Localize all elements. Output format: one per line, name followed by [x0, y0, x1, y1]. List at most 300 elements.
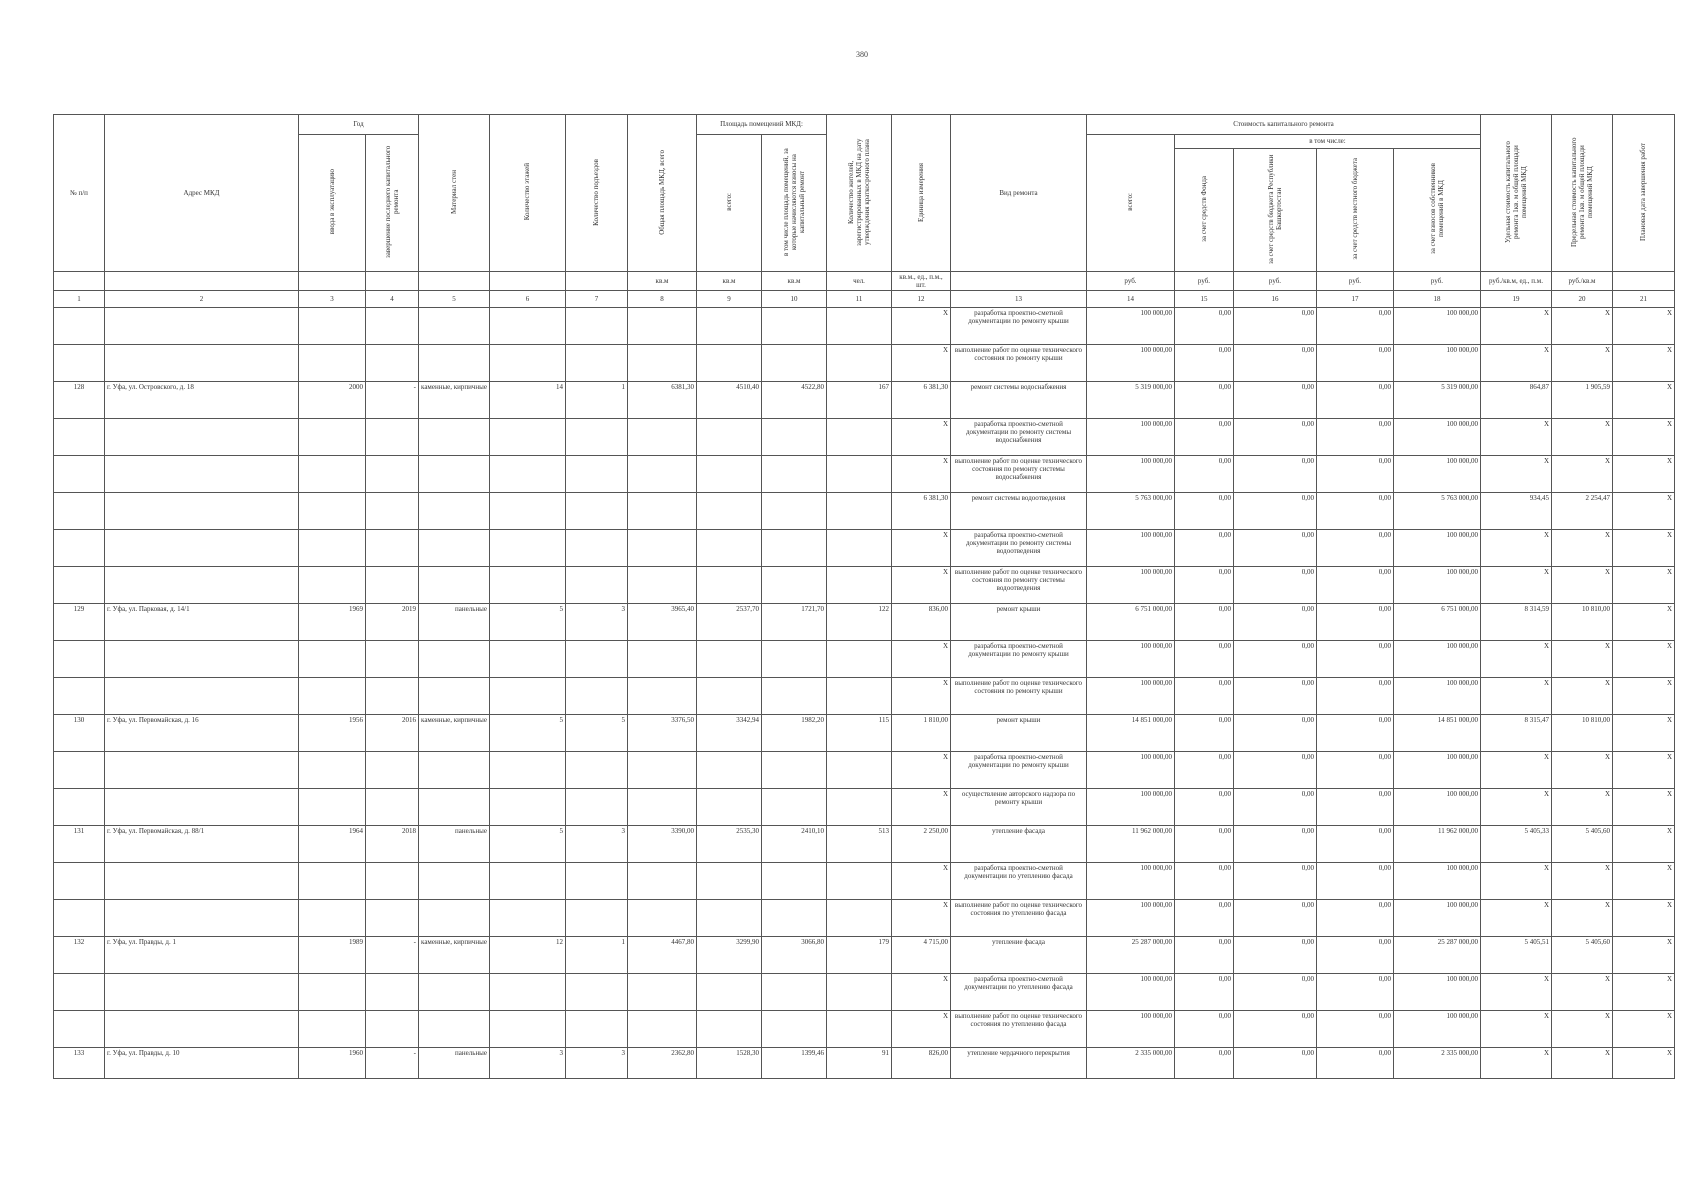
cell-mat	[419, 974, 490, 1011]
cell-pf	[762, 419, 827, 456]
cell-c20: X	[1552, 641, 1613, 678]
cell-n	[54, 456, 105, 493]
cell-work: выполнение работ по оценке технического состояния по ремонту системы водоотведения	[951, 567, 1087, 604]
table-row	[54, 604, 1675, 641]
column-number-cell: 5	[419, 291, 490, 308]
cell-n: 130	[54, 715, 105, 752]
cell-res	[827, 974, 892, 1011]
cell-fl: 5	[490, 826, 566, 863]
capital-repair-table	[53, 114, 1675, 1079]
column-number-cell: 19	[1481, 291, 1552, 308]
cell-fl	[490, 789, 566, 826]
cell-c21: X	[1613, 456, 1675, 493]
cell-c20: 2 254,47	[1552, 493, 1613, 530]
cell-work: выполнение работ по оценке технического состояния по ремонту крыши	[951, 678, 1087, 715]
cell-c18: 100 000,00	[1394, 900, 1481, 937]
column-number-cell: 21	[1613, 291, 1675, 308]
cell-c16: 0,00	[1234, 493, 1317, 530]
cell-pf	[762, 678, 827, 715]
unit-cell: руб.	[1234, 272, 1317, 291]
table-row	[54, 715, 1675, 752]
header-address: Адрес МКД	[105, 115, 299, 272]
column-number-cell: 1	[54, 291, 105, 308]
cell-c19: X	[1481, 641, 1552, 678]
cell-mat	[419, 1011, 490, 1048]
cell-c18: 100 000,00	[1394, 789, 1481, 826]
cell-en	[566, 789, 628, 826]
cell-y1	[299, 678, 366, 715]
cell-c16: 0,00	[1234, 678, 1317, 715]
cell-pt: 2535,30	[697, 826, 762, 863]
header-year-commission: ввода в эксплуатацию	[299, 135, 366, 272]
cell-c18: 100 000,00	[1394, 974, 1481, 1011]
cell-pf	[762, 345, 827, 382]
cell-fl: 14	[490, 382, 566, 419]
table-row	[54, 937, 1675, 974]
cell-c18: 100 000,00	[1394, 641, 1481, 678]
cell-en: 1	[566, 382, 628, 419]
cell-c17: 0,00	[1317, 900, 1394, 937]
cell-ar	[628, 641, 697, 678]
cell-y2: -	[366, 937, 419, 974]
cell-ar	[628, 345, 697, 382]
cell-work: ремонт крыши	[951, 715, 1087, 752]
cell-c19: 864,87	[1481, 382, 1552, 419]
unit-cell: кв.м., ед., п.м., шт.	[892, 272, 951, 291]
cell-res: 513	[827, 826, 892, 863]
cell-y1	[299, 530, 366, 567]
cell-n	[54, 863, 105, 900]
cell-work: разработка проектно-сметной документации по утеплению фасада	[951, 863, 1087, 900]
cell-c21: X	[1613, 974, 1675, 1011]
cell-unit: X	[892, 456, 951, 493]
cell-c21: X	[1613, 937, 1675, 974]
cell-pt	[697, 752, 762, 789]
column-number-cell: 2	[105, 291, 299, 308]
column-number-cell: 8	[628, 291, 697, 308]
cell-addr	[105, 456, 299, 493]
cell-c18: 14 851 000,00	[1394, 715, 1481, 752]
cell-y2	[366, 900, 419, 937]
cell-en: 3	[566, 1048, 628, 1079]
cell-c18: 100 000,00	[1394, 456, 1481, 493]
cell-pf	[762, 789, 827, 826]
cell-n: 129	[54, 604, 105, 641]
cell-c21: X	[1613, 641, 1675, 678]
cell-n	[54, 345, 105, 382]
cell-addr	[105, 641, 299, 678]
unit-cell	[490, 272, 566, 291]
cell-c17: 0,00	[1317, 308, 1394, 345]
cell-fl	[490, 419, 566, 456]
table-row	[54, 826, 1675, 863]
cell-c14: 2 335 000,00	[1087, 1048, 1175, 1079]
cell-c21: X	[1613, 345, 1675, 382]
cell-mat	[419, 345, 490, 382]
unit-cell: руб./кв.м, ед., п.м.	[1481, 272, 1552, 291]
cell-unit: 4 715,00	[892, 937, 951, 974]
cell-c17: 0,00	[1317, 530, 1394, 567]
column-number-cell: 12	[892, 291, 951, 308]
cell-c18: 5 763 000,00	[1394, 493, 1481, 530]
cell-c14: 100 000,00	[1087, 752, 1175, 789]
cell-mat	[419, 752, 490, 789]
unit-cell: руб.	[1175, 272, 1234, 291]
cell-ar	[628, 1011, 697, 1048]
cell-c15: 0,00	[1175, 345, 1234, 382]
cell-c14: 100 000,00	[1087, 308, 1175, 345]
cell-c14: 100 000,00	[1087, 1011, 1175, 1048]
cell-c16: 0,00	[1234, 826, 1317, 863]
cell-res	[827, 345, 892, 382]
cell-n	[54, 493, 105, 530]
cell-c15: 0,00	[1175, 974, 1234, 1011]
cell-c17: 0,00	[1317, 382, 1394, 419]
cell-ar: 3390,00	[628, 826, 697, 863]
cell-mat	[419, 900, 490, 937]
cell-res	[827, 789, 892, 826]
cell-y1	[299, 863, 366, 900]
cell-res	[827, 641, 892, 678]
unit-cell: руб.	[1394, 272, 1481, 291]
cell-addr	[105, 345, 299, 382]
header-total-area: Общая площадь МКД, всего	[628, 115, 697, 272]
cell-pt: 3299,90	[697, 937, 762, 974]
cell-c20: 10 810,00	[1552, 715, 1613, 752]
cell-mat	[419, 863, 490, 900]
cell-y1: 2000	[299, 382, 366, 419]
cell-work: ремонт крыши	[951, 604, 1087, 641]
cell-fl	[490, 1011, 566, 1048]
cell-c18: 6 751 000,00	[1394, 604, 1481, 641]
header-premises-fee: в том числе площадь помещений, за которые начисляются взносы на капитальный ремонт	[762, 135, 827, 272]
cell-c16: 0,00	[1234, 530, 1317, 567]
cell-c20: X	[1552, 567, 1613, 604]
cell-res	[827, 308, 892, 345]
cell-fl	[490, 974, 566, 1011]
cell-work: разработка проектно-сметной документации по ремонту крыши	[951, 308, 1087, 345]
cell-c18: 2 335 000,00	[1394, 1048, 1481, 1079]
header-premises-group: Площадь помещений МКД:	[697, 115, 827, 135]
cell-n: 131	[54, 826, 105, 863]
cell-mat	[419, 493, 490, 530]
cell-c18: 100 000,00	[1394, 308, 1481, 345]
cell-ar	[628, 678, 697, 715]
cell-c15: 0,00	[1175, 382, 1234, 419]
cell-mat	[419, 567, 490, 604]
cell-en	[566, 419, 628, 456]
cell-c17: 0,00	[1317, 826, 1394, 863]
cell-ar	[628, 974, 697, 1011]
cell-ar	[628, 900, 697, 937]
cell-mat	[419, 419, 490, 456]
cell-c15: 0,00	[1175, 863, 1234, 900]
cell-en	[566, 900, 628, 937]
unit-cell: руб.	[1317, 272, 1394, 291]
cell-fl	[490, 678, 566, 715]
cell-c17: 0,00	[1317, 937, 1394, 974]
cell-c20: X	[1552, 345, 1613, 382]
cell-c14: 100 000,00	[1087, 678, 1175, 715]
cell-pf	[762, 974, 827, 1011]
table-row	[54, 678, 1675, 715]
cell-n	[54, 678, 105, 715]
cell-ar	[628, 567, 697, 604]
header-premises-total: всего:	[697, 135, 762, 272]
cell-y1: 1960	[299, 1048, 366, 1079]
cell-pt	[697, 530, 762, 567]
cell-res	[827, 567, 892, 604]
cell-ar	[628, 752, 697, 789]
cell-c17: 0,00	[1317, 678, 1394, 715]
cell-ar	[628, 863, 697, 900]
cell-c16: 0,00	[1234, 974, 1317, 1011]
header-cost-owners: за счет взносов собственников помещений в МКД	[1394, 149, 1481, 272]
cell-unit: X	[892, 752, 951, 789]
cell-fl	[490, 493, 566, 530]
cell-c20: 1 905,59	[1552, 382, 1613, 419]
table-row	[54, 789, 1675, 826]
header-limit-cost: Предельная стоимость капитального ремонта 1кв. м общей площади помещений МКД	[1552, 115, 1613, 272]
cell-pt	[697, 345, 762, 382]
cell-c20: X	[1552, 974, 1613, 1011]
unit-cell: кв.м	[628, 272, 697, 291]
cell-unit: X	[892, 863, 951, 900]
cell-c17: 0,00	[1317, 641, 1394, 678]
unit-cell: кв.м	[697, 272, 762, 291]
cell-y2	[366, 974, 419, 1011]
cell-work: разработка проектно-сметной документации по ремонту системы водоснабжения	[951, 419, 1087, 456]
unit-cell	[566, 272, 628, 291]
cell-c19: 934,45	[1481, 493, 1552, 530]
header-entrances: Количество подъездов	[566, 115, 628, 272]
cell-c16: 0,00	[1234, 715, 1317, 752]
cell-c14: 11 962 000,00	[1087, 826, 1175, 863]
column-number-cell: 10	[762, 291, 827, 308]
cell-pt	[697, 567, 762, 604]
cell-n: 128	[54, 382, 105, 419]
cell-c14: 14 851 000,00	[1087, 715, 1175, 752]
cell-c19: X	[1481, 419, 1552, 456]
cell-en	[566, 974, 628, 1011]
unit-cell	[419, 272, 490, 291]
cell-c20: X	[1552, 900, 1613, 937]
cell-c20: X	[1552, 789, 1613, 826]
cell-c16: 0,00	[1234, 752, 1317, 789]
cell-ar	[628, 493, 697, 530]
header-n: № п/п	[54, 115, 105, 272]
cell-pf	[762, 456, 827, 493]
cell-mat: панельные	[419, 604, 490, 641]
cell-pt	[697, 641, 762, 678]
cell-c15: 0,00	[1175, 752, 1234, 789]
header-work-type: Вид ремонта	[951, 115, 1087, 272]
cell-ar: 3376,50	[628, 715, 697, 752]
cell-work: осуществление авторского надзора по ремонту крыши	[951, 789, 1087, 826]
cell-fl: 3	[490, 1048, 566, 1079]
cell-fl	[490, 567, 566, 604]
cell-c21: X	[1613, 678, 1675, 715]
cell-fl	[490, 308, 566, 345]
cell-fl	[490, 900, 566, 937]
table-body	[54, 308, 1675, 1079]
cell-mat: каменные, кирпичные	[419, 715, 490, 752]
cell-y1	[299, 419, 366, 456]
cell-n	[54, 900, 105, 937]
cell-c20: X	[1552, 1048, 1613, 1079]
cell-c16: 0,00	[1234, 382, 1317, 419]
cell-c17: 0,00	[1317, 1011, 1394, 1048]
cell-res	[827, 863, 892, 900]
cell-en: 1	[566, 937, 628, 974]
cell-work: утепление фасада	[951, 937, 1087, 974]
cell-c17: 0,00	[1317, 567, 1394, 604]
cell-c19: X	[1481, 456, 1552, 493]
cell-c21: X	[1613, 789, 1675, 826]
cell-c18: 25 287 000,00	[1394, 937, 1481, 974]
cell-res: 115	[827, 715, 892, 752]
column-number-cell: 16	[1234, 291, 1317, 308]
cell-pf: 1721,70	[762, 604, 827, 641]
cell-addr	[105, 419, 299, 456]
cell-y1: 1969	[299, 604, 366, 641]
cell-c15: 0,00	[1175, 789, 1234, 826]
cell-res: 167	[827, 382, 892, 419]
header-year-group: Год	[299, 115, 419, 135]
cell-y2	[366, 345, 419, 382]
cell-n: 132	[54, 937, 105, 974]
column-number-cell: 7	[566, 291, 628, 308]
cell-c15: 0,00	[1175, 604, 1234, 641]
unit-cell	[951, 272, 1087, 291]
cell-ar: 2362,80	[628, 1048, 697, 1079]
cell-c20: 5 405,60	[1552, 937, 1613, 974]
cell-unit: X	[892, 900, 951, 937]
cell-fl	[490, 752, 566, 789]
cell-pt	[697, 863, 762, 900]
column-number-cell: 3	[299, 291, 366, 308]
cell-fl	[490, 641, 566, 678]
cell-y2	[366, 530, 419, 567]
header-residents: Количество жителей, зарегистрированных в МКД на дату утверждения краткосрочного плана	[827, 115, 892, 272]
cell-en	[566, 863, 628, 900]
cell-n	[54, 752, 105, 789]
cell-en	[566, 456, 628, 493]
cell-c15: 0,00	[1175, 308, 1234, 345]
table-row	[54, 530, 1675, 567]
cell-c16: 0,00	[1234, 937, 1317, 974]
cell-c20: X	[1552, 1011, 1613, 1048]
cell-y1: 1956	[299, 715, 366, 752]
cell-c19: 8 314,59	[1481, 604, 1552, 641]
cell-mat	[419, 789, 490, 826]
cell-c17: 0,00	[1317, 419, 1394, 456]
cell-addr: г. Уфа, ул. Парковая, д. 14/1	[105, 604, 299, 641]
cell-c21: X	[1613, 530, 1675, 567]
cell-y2	[366, 678, 419, 715]
cell-y1	[299, 456, 366, 493]
cell-c14: 100 000,00	[1087, 974, 1175, 1011]
cell-c21: X	[1613, 419, 1675, 456]
cell-c14: 100 000,00	[1087, 419, 1175, 456]
cell-pf	[762, 567, 827, 604]
cell-res: 91	[827, 1048, 892, 1079]
cell-c16: 0,00	[1234, 308, 1317, 345]
column-number-cell: 9	[697, 291, 762, 308]
cell-c20: X	[1552, 419, 1613, 456]
cell-en	[566, 493, 628, 530]
cell-y2	[366, 1011, 419, 1048]
cell-pf: 1982,20	[762, 715, 827, 752]
cell-n: 133	[54, 1048, 105, 1079]
cell-unit: X	[892, 419, 951, 456]
cell-unit: X	[892, 345, 951, 382]
table-row	[54, 456, 1675, 493]
cell-mat	[419, 678, 490, 715]
cell-y2: 2018	[366, 826, 419, 863]
cell-work: разработка проектно-сметной документации по ремонту крыши	[951, 641, 1087, 678]
cell-c21: X	[1613, 715, 1675, 752]
cell-c15: 0,00	[1175, 1048, 1234, 1079]
cell-unit: 2 250,00	[892, 826, 951, 863]
cell-c20: X	[1552, 456, 1613, 493]
cell-y2: -	[366, 1048, 419, 1079]
cell-c15: 0,00	[1175, 826, 1234, 863]
column-number-cell: 15	[1175, 291, 1234, 308]
cell-y1	[299, 974, 366, 1011]
cell-c18: 100 000,00	[1394, 863, 1481, 900]
cell-ar	[628, 789, 697, 826]
column-number-cell: 14	[1087, 291, 1175, 308]
cell-en: 5	[566, 715, 628, 752]
cell-c19: 8 315,47	[1481, 715, 1552, 752]
column-number-cell: 6	[490, 291, 566, 308]
cell-work: разработка проектно-сметной документации по ремонту системы водоотведения	[951, 530, 1087, 567]
cell-c14: 5 319 000,00	[1087, 382, 1175, 419]
column-numbers-row	[54, 291, 1675, 308]
cell-c20: 5 405,60	[1552, 826, 1613, 863]
cell-c21: X	[1613, 752, 1675, 789]
cell-y1	[299, 641, 366, 678]
table-row	[54, 493, 1675, 530]
cell-c21: X	[1613, 308, 1675, 345]
cell-c17: 0,00	[1317, 974, 1394, 1011]
cell-y2	[366, 456, 419, 493]
cell-c17: 0,00	[1317, 715, 1394, 752]
cell-c15: 0,00	[1175, 493, 1234, 530]
cell-c14: 25 287 000,00	[1087, 937, 1175, 974]
cell-pt	[697, 678, 762, 715]
unit-cell	[1613, 272, 1675, 291]
cell-n	[54, 789, 105, 826]
cell-c14: 6 751 000,00	[1087, 604, 1175, 641]
cell-ar	[628, 456, 697, 493]
cell-ar	[628, 419, 697, 456]
cell-addr	[105, 530, 299, 567]
cell-c21: X	[1613, 493, 1675, 530]
cell-mat	[419, 530, 490, 567]
cell-y2: -	[366, 382, 419, 419]
column-number-cell: 20	[1552, 291, 1613, 308]
header-unit: Единица измерения	[892, 115, 951, 272]
cell-c19: X	[1481, 752, 1552, 789]
cell-c16: 0,00	[1234, 1048, 1317, 1079]
cell-unit: X	[892, 1011, 951, 1048]
cell-fl: 12	[490, 937, 566, 974]
cell-c14: 5 763 000,00	[1087, 493, 1175, 530]
cell-c14: 100 000,00	[1087, 789, 1175, 826]
header-wall-material: Материал стен	[419, 115, 490, 272]
